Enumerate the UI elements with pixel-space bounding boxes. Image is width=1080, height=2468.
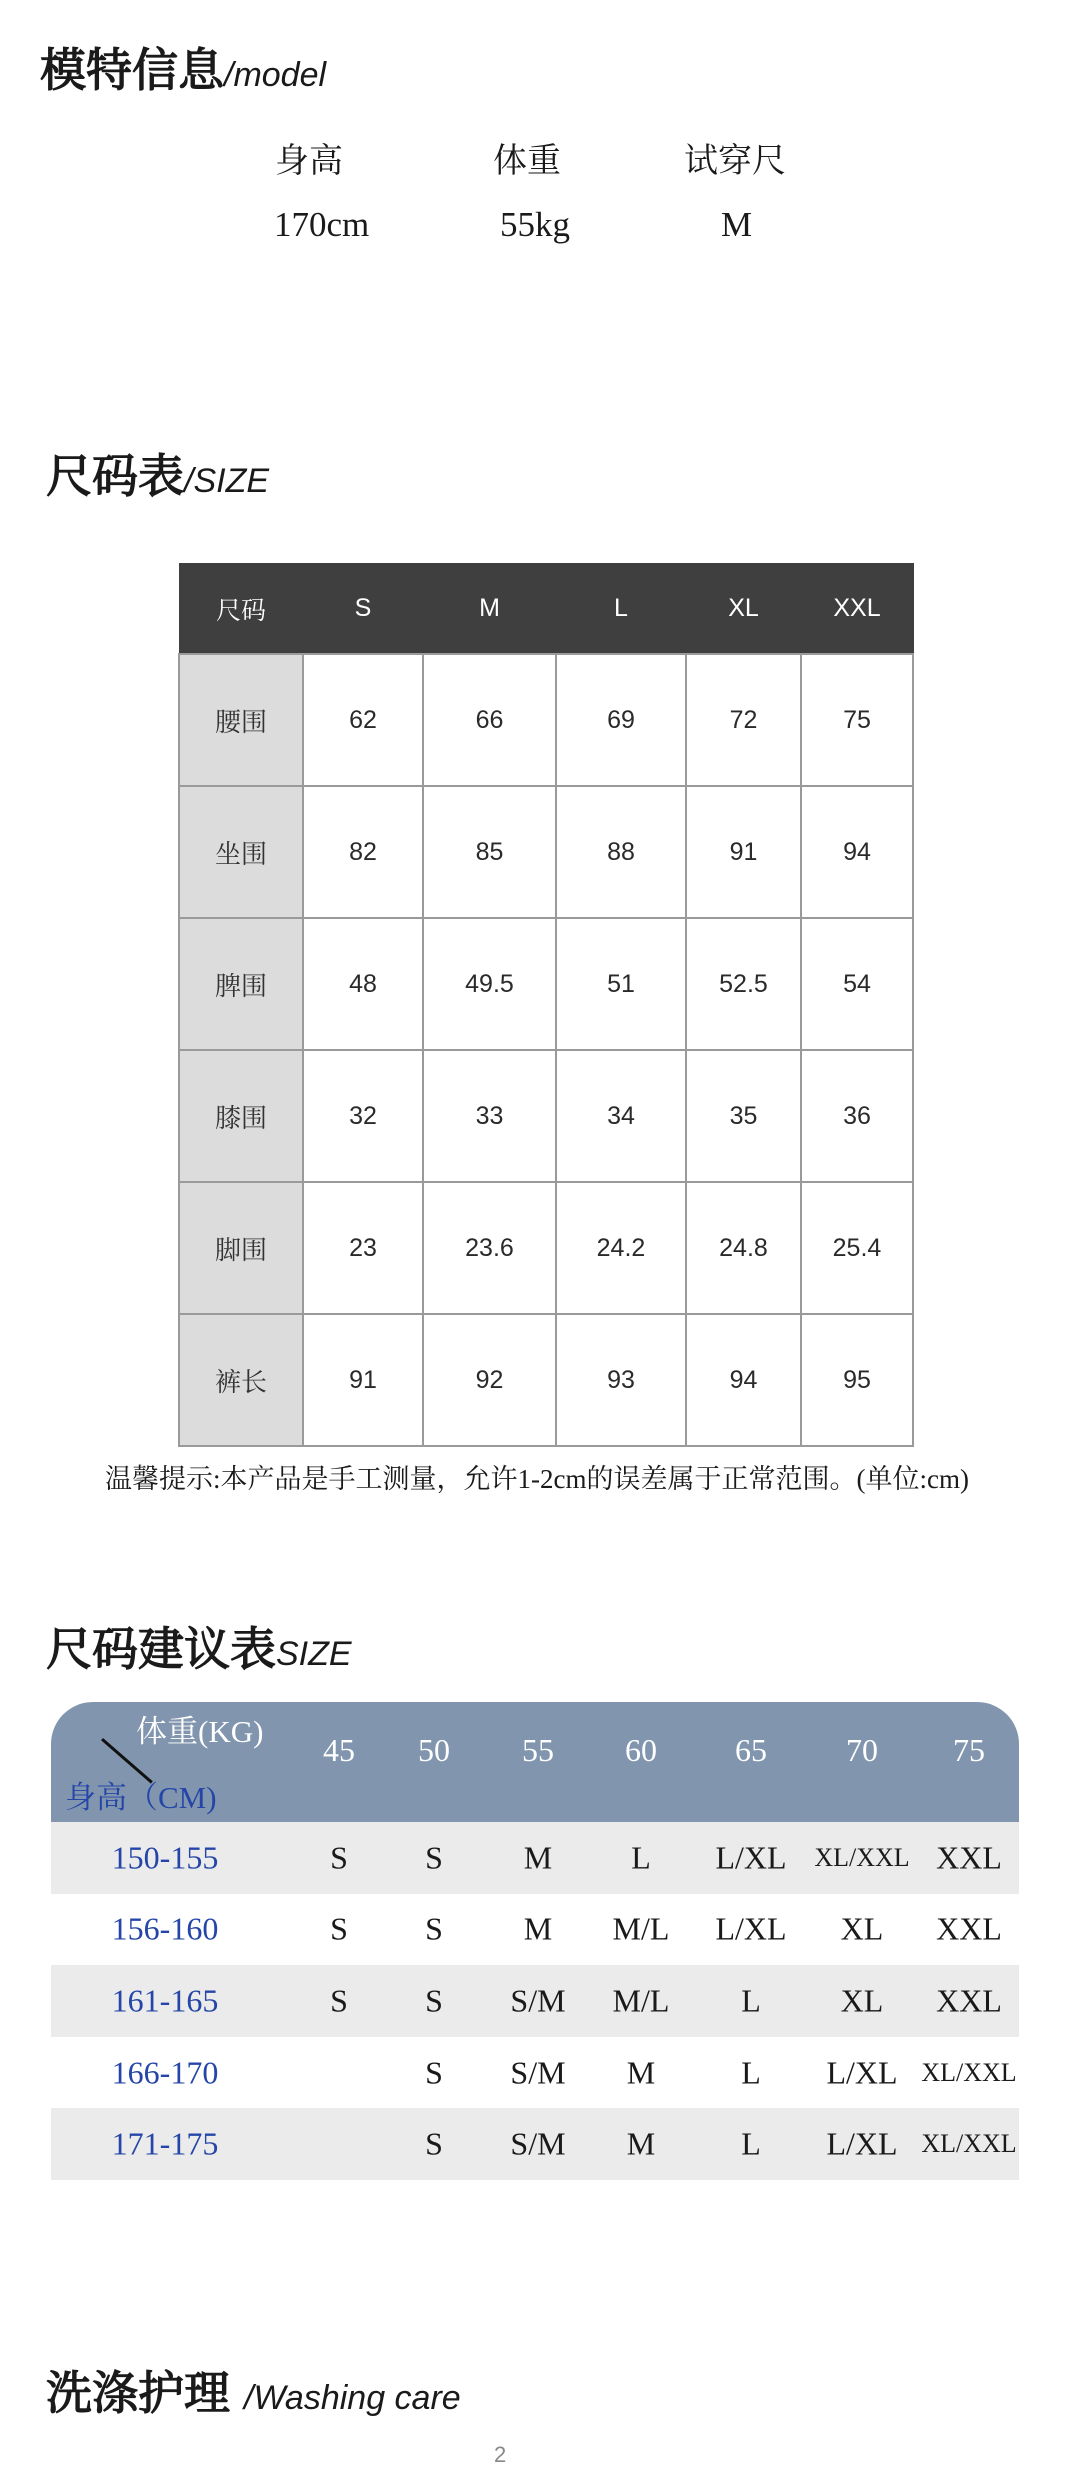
size-cell: 24.2 — [556, 1182, 686, 1314]
recommend-size-cell: S — [330, 1839, 348, 1876]
recommend-size-cell: L/XL — [715, 1839, 787, 1876]
recommend-size-cell: XL/XXL — [921, 2129, 1017, 2159]
measurement-note: 温馨提示:本产品是手工测量，允许1-2cm的误差属于正常范围。(单位:cm) — [105, 1464, 969, 1494]
recommend-size-cell: XXL — [936, 1982, 1002, 2019]
size-row-label: 坐围 — [179, 786, 303, 918]
size-cell: 72 — [686, 654, 801, 786]
size-header-l: L — [556, 564, 686, 655]
size-title-en: /SIZE — [184, 462, 270, 500]
size-cell: 92 — [423, 1314, 556, 1446]
model-title-en: /model — [224, 56, 327, 94]
model-label-size: 试穿尺 — [684, 143, 786, 180]
washing-title: 洗涤护理 — [46, 2368, 230, 2419]
size-cell: 49.5 — [423, 918, 556, 1050]
size-cell: 34 — [556, 1050, 686, 1182]
recommend-size-cell: S — [425, 2125, 443, 2162]
size-cell: 23.6 — [423, 1182, 556, 1314]
recommend-size-cell: XL/XXL — [921, 2057, 1017, 2087]
recommend-section-title — [46, 1613, 352, 1679]
size-cell: 54 — [801, 918, 913, 1050]
size-cell: 95 — [801, 1314, 913, 1446]
model-value-size: M — [721, 205, 753, 244]
recommend-title-en: SIZE — [276, 1635, 352, 1673]
recommend-size-cell: S — [330, 1910, 348, 1947]
size-row-label: 裤长 — [179, 1314, 303, 1446]
recommend-size-cell: S — [425, 2054, 443, 2091]
size-cell: 32 — [303, 1050, 423, 1182]
recommend-size-cell: M — [523, 1839, 553, 1876]
model-label-height: 身高 — [275, 143, 343, 180]
recommend-size-cell: XL/XXL — [814, 1842, 910, 1872]
weight-column-header: 65 — [735, 1732, 767, 1768]
height-axis-label: 身高（CM) — [65, 1780, 217, 1815]
size-header-s: S — [303, 564, 423, 655]
recommend-size-cell: M — [626, 2054, 656, 2091]
page-mark: 2 — [494, 2442, 507, 2467]
size-table-row — [179, 786, 913, 918]
size-cell: 85 — [423, 786, 556, 918]
model-title: 模特信息 — [40, 45, 224, 96]
weight-column-header: 55 — [522, 1732, 554, 1768]
recommend-size-cell: XL — [840, 1982, 884, 2019]
size-cell: 48 — [303, 918, 423, 1050]
height-range-label: 156-160 — [111, 1910, 219, 1947]
size-cell: 69 — [556, 654, 686, 786]
recommend-size-cell: L — [741, 2054, 761, 2091]
size-cell: 94 — [801, 786, 913, 918]
size-cell: 33 — [423, 1050, 556, 1182]
height-range-label: 166-170 — [111, 2054, 219, 2091]
recommend-title: 尺码建议表 — [46, 1624, 276, 1675]
recommend-size-cell: L/XL — [715, 1910, 787, 1947]
recommend-size-cell: M/L — [612, 1910, 670, 1947]
size-header-xl: XL — [686, 564, 801, 655]
recommend-size-cell: M/L — [612, 1982, 670, 2019]
size-table-row — [179, 654, 913, 786]
weight-column-header: 75 — [953, 1732, 985, 1768]
recommend-size-cell: M — [523, 1910, 553, 1947]
recommend-size-cell: L — [741, 1982, 761, 2019]
recommend-size-cell: S — [425, 1982, 443, 2019]
recommend-size-cell: XXL — [936, 1910, 1002, 1947]
recommend-size-cell: L — [631, 1839, 651, 1876]
size-cell: 75 — [801, 654, 913, 786]
size-cell: 66 — [423, 654, 556, 786]
recommend-header — [51, 1702, 1019, 1822]
size-table-row — [179, 1050, 913, 1182]
size-row-label: 脾围 — [179, 918, 303, 1050]
recommend-row — [51, 1965, 1019, 2037]
recommend-row — [51, 2108, 1019, 2180]
washing-title-en: /Washing care — [244, 2379, 461, 2417]
recommend-size-cell: M — [626, 2125, 656, 2162]
height-range-label: 171-175 — [111, 2125, 219, 2162]
model-value-weight: 55kg — [500, 205, 570, 244]
size-header-xxl: XXL — [801, 564, 913, 655]
size-cell: 24.8 — [686, 1182, 801, 1314]
model-section-title — [40, 34, 326, 100]
recommend-size-cell: L/XL — [826, 2125, 898, 2162]
weight-column-header: 45 — [323, 1732, 355, 1768]
size-header-m: M — [423, 564, 556, 655]
recommend-size-cell: S — [425, 1839, 443, 1876]
size-cell: 94 — [686, 1314, 801, 1446]
washing-section-title — [46, 2357, 461, 2423]
model-value-height: 170cm — [274, 205, 370, 244]
size-cell: 23 — [303, 1182, 423, 1314]
size-table — [178, 563, 914, 1447]
recommend-size-cell: XXL — [936, 1839, 1002, 1876]
recommend-size-cell: S — [425, 1910, 443, 1947]
size-table-header-row — [179, 564, 913, 655]
weight-column-header: 50 — [418, 1732, 450, 1768]
size-row-label: 膝围 — [179, 1050, 303, 1182]
weight-axis-label: 体重(KG) — [136, 1714, 264, 1749]
recommend-size-cell: S/M — [510, 2125, 566, 2162]
size-table-row — [179, 918, 913, 1050]
recommend-size-cell: S/M — [510, 2054, 566, 2091]
recommend-row — [51, 1894, 1019, 1966]
recommend-size-cell: S/M — [510, 1982, 566, 2019]
size-row-label: 腰围 — [179, 654, 303, 786]
size-table-row — [179, 1182, 913, 1314]
size-row-label: 脚围 — [179, 1182, 303, 1314]
model-label-weight: 体重 — [493, 143, 561, 180]
recommend-size-cell: XL — [840, 1910, 884, 1947]
size-cell: 36 — [801, 1050, 913, 1182]
recommend-row — [51, 2037, 1019, 2109]
size-cell: 62 — [303, 654, 423, 786]
size-cell: 82 — [303, 786, 423, 918]
size-cell: 88 — [556, 786, 686, 918]
size-cell: 51 — [556, 918, 686, 1050]
recommend-size-cell: L/XL — [826, 2054, 898, 2091]
recommend-size-cell: L — [741, 2125, 761, 2162]
size-header-label: 尺码 — [179, 564, 303, 655]
recommend-row — [51, 1822, 1019, 1894]
weight-column-header: 60 — [625, 1732, 657, 1768]
size-cell: 91 — [303, 1314, 423, 1446]
size-cell: 93 — [556, 1314, 686, 1446]
size-cell: 52.5 — [686, 918, 801, 1050]
size-cell: 91 — [686, 786, 801, 918]
recommend-table — [51, 1702, 1019, 2180]
recommend-size-cell: S — [330, 1982, 348, 2019]
size-title: 尺码表 — [46, 451, 184, 502]
size-table-row — [179, 1314, 913, 1446]
height-range-label: 150-155 — [111, 1839, 219, 1876]
size-cell: 25.4 — [801, 1182, 913, 1314]
height-range-label: 161-165 — [111, 1982, 219, 2019]
size-cell: 35 — [686, 1050, 801, 1182]
weight-column-header: 70 — [846, 1732, 878, 1768]
size-section-title — [46, 440, 269, 506]
